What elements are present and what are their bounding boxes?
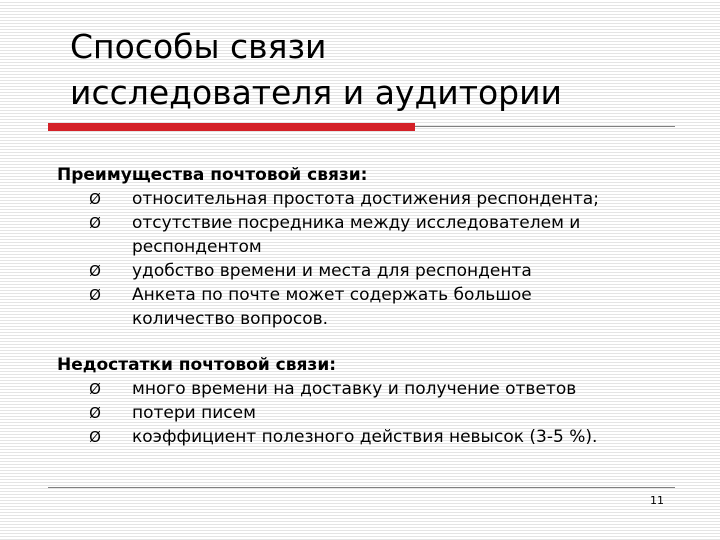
- list-item-text: удобство времени и места для респондента: [132, 261, 532, 281]
- list-item: [57, 401, 702, 425]
- page-number: 11: [650, 494, 664, 507]
- disadvantages-heading: Недостатки почтовой связи:: [57, 355, 337, 375]
- arrow-bullet-icon: Ø: [89, 190, 101, 208]
- list-item-text-continued: количество вопросов.: [132, 309, 329, 329]
- list-item-text: Анкета по почте может содержать большое: [132, 285, 532, 305]
- section-spacer: [57, 331, 702, 353]
- list-item-text: отсутствие посредника между исследователем и: [132, 213, 581, 233]
- arrow-bullet-icon: Ø: [89, 404, 101, 422]
- slide-content: [57, 163, 702, 449]
- arrow-bullet-icon: Ø: [89, 214, 101, 232]
- list-item: [57, 211, 702, 259]
- arrow-bullet-icon: Ø: [89, 428, 101, 446]
- arrow-bullet-icon: Ø: [89, 380, 101, 398]
- list-item: [57, 283, 702, 331]
- title-accent-bar: [48, 123, 415, 131]
- arrow-bullet-icon: Ø: [89, 286, 101, 304]
- footer-divider-line: [48, 487, 675, 488]
- slide-title: [70, 24, 710, 116]
- list-item-text-continued: респондентом: [132, 237, 262, 257]
- advantages-list: [57, 187, 702, 331]
- list-item: [57, 187, 702, 211]
- title-divider-line: [415, 126, 675, 127]
- arrow-bullet-icon: Ø: [89, 262, 101, 280]
- list-item: [57, 377, 702, 401]
- disadvantages-list: [57, 377, 702, 449]
- list-item-text: коэффициент полезного действия невысок (3-5 %).: [132, 427, 598, 447]
- list-item: [57, 259, 702, 283]
- advantages-heading: Преимущества почтовой связи:: [57, 165, 368, 185]
- list-item: [57, 425, 702, 449]
- list-item-text: потери писем: [132, 403, 256, 423]
- list-item-text: относительная простота достижения респондента;: [132, 189, 599, 209]
- slide-title-line-2: исследователя и аудитории: [70, 73, 562, 112]
- disadvantages-section: [57, 353, 702, 449]
- advantages-section: [57, 163, 702, 331]
- list-item-text: много времени на доставку и получение ответов: [132, 379, 577, 399]
- slide-title-line-1: Способы связи: [70, 27, 327, 66]
